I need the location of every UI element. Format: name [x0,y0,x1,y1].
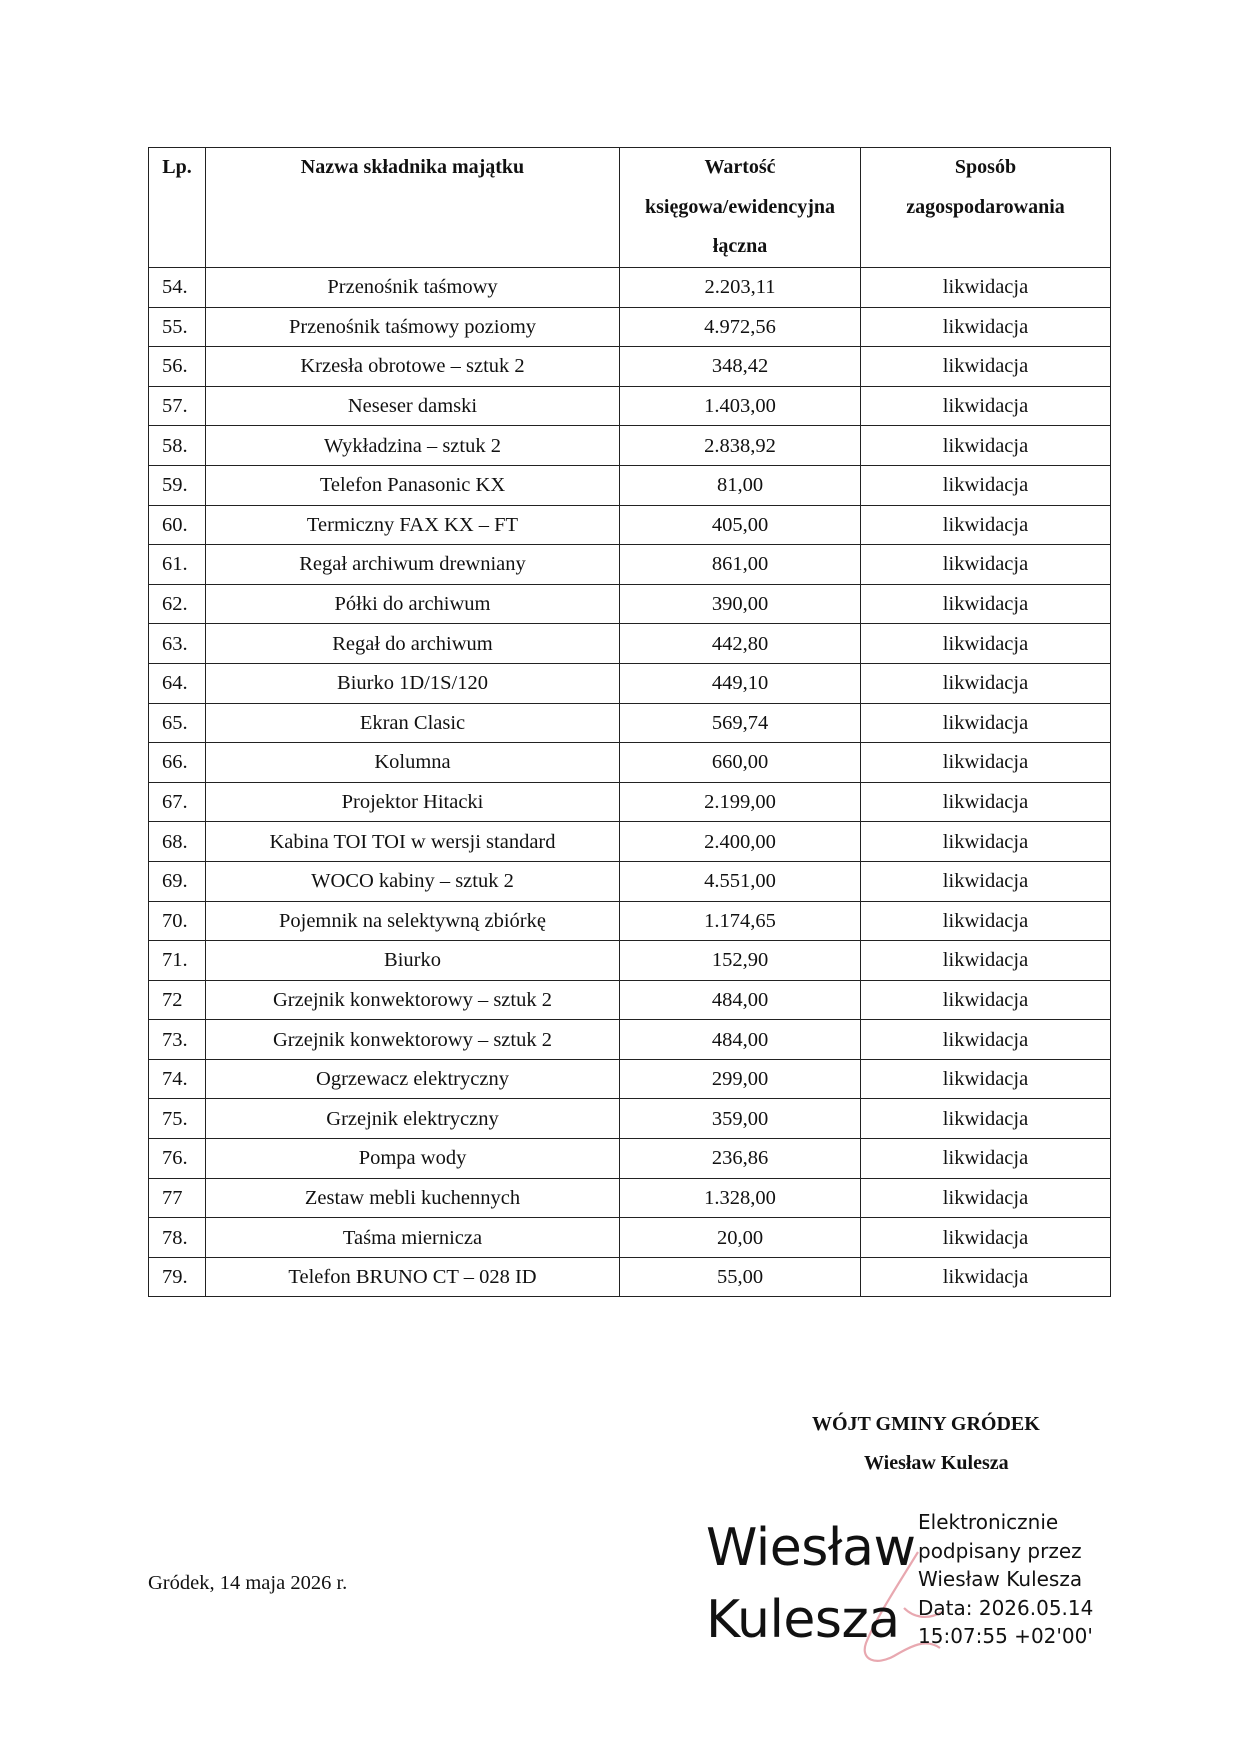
table-row [149,505,1111,545]
cell-value: 4.972,56 [620,307,861,347]
signature-info-line: 15:07:55 +02'00' [918,1624,1093,1648]
table-row [149,743,1111,783]
cell-lp: 66. [149,743,206,783]
table-row [149,1257,1111,1297]
cell-value: 660,00 [620,743,861,783]
cell-value: 2.838,92 [620,426,861,466]
cell-lp: 64. [149,663,206,703]
cell-value: 1.328,00 [620,1178,861,1218]
cell-lp: 60. [149,505,206,545]
cell-lp: 67. [149,782,206,822]
table-row [149,901,1111,941]
cell-value: 359,00 [620,1099,861,1139]
signature-info-line: podpisany przez [918,1538,1082,1563]
cell-value: 442,80 [620,624,861,664]
cell-name: Pompa wody [206,1139,620,1179]
cell-method: likwidacja [861,584,1111,624]
table-row [149,386,1111,426]
cell-method: likwidacja [861,743,1111,783]
cell-value: 569,74 [620,703,861,743]
cell-value: 20,00 [620,1218,861,1258]
cell-value: 299,00 [620,1059,861,1099]
cell-method: likwidacja [861,545,1111,585]
cell-lp: 71. [149,941,206,981]
cell-lp: 58. [149,426,206,466]
cell-value: 1.403,00 [620,386,861,426]
cell-lp: 72 [149,980,206,1020]
cell-lp: 63. [149,624,206,664]
cell-lp: 68. [149,822,206,862]
header-method [861,148,1111,268]
cell-method: likwidacja [861,426,1111,466]
cell-method: likwidacja [861,1178,1111,1218]
cell-lp: 56. [149,347,206,387]
signature-name-line2: Kulesza [706,1590,900,1650]
table-row [149,545,1111,585]
cell-name: Krzesła obrotowe – sztuk 2 [206,347,620,387]
cell-name: Półki do archiwum [206,584,620,624]
cell-lp: 77 [149,1178,206,1218]
cell-name: Neseser damski [206,386,620,426]
cell-name: Grzejnik konwektorowy – sztuk 2 [206,980,620,1020]
cell-value: 2.400,00 [620,822,861,862]
table-row [149,1059,1111,1099]
cell-method: likwidacja [861,1218,1111,1258]
cell-value: 348,42 [620,347,861,387]
cell-lp: 62. [149,584,206,624]
cell-method: likwidacja [861,347,1111,387]
cell-lp: 79. [149,1257,206,1297]
cell-name: Termiczny FAX KX – FT [206,505,620,545]
cell-lp: 55. [149,307,206,347]
cell-name: Ekran Clasic [206,703,620,743]
cell-name: Kabina TOI TOI w wersji standard [206,822,620,862]
cell-method: likwidacja [861,1059,1111,1099]
cell-name: Biurko [206,941,620,981]
cell-method: likwidacja [861,782,1111,822]
cell-method: likwidacja [861,386,1111,426]
cell-method: likwidacja [861,861,1111,901]
table-row [149,268,1111,308]
cell-name: Pojemnik na selektywną zbiórkę [206,901,620,941]
cell-name: Telefon BRUNO CT – 028 ID [206,1257,620,1297]
cell-lp: 76. [149,1139,206,1179]
table-row [149,822,1111,862]
table-row [149,941,1111,981]
cell-method: likwidacja [861,505,1111,545]
table-row [149,1218,1111,1258]
signature-name-line1: Wiesław [706,1518,916,1578]
cell-lp: 69. [149,861,206,901]
cell-value: 2.199,00 [620,782,861,822]
cell-lp: 75. [149,1099,206,1139]
cell-name: Wykładzina – sztuk 2 [206,426,620,466]
electronic-signature [706,1508,1126,1668]
cell-name: Zestaw mebli kuchennych [206,1178,620,1218]
cell-method: likwidacja [861,624,1111,664]
table-row [149,1020,1111,1060]
table-body [149,268,1111,1297]
signature-info [918,1508,1093,1651]
cell-name: Przenośnik taśmowy [206,268,620,308]
table-header-row [149,148,1111,268]
cell-value: 4.551,00 [620,861,861,901]
cell-method: likwidacja [861,941,1111,981]
cell-name: Telefon Panasonic KX [206,465,620,505]
cell-name: Przenośnik taśmowy poziomy [206,307,620,347]
header-value [620,148,861,268]
cell-method: likwidacja [861,1139,1111,1179]
cell-value: 484,00 [620,1020,861,1060]
cell-name: WOCO kabiny – sztuk 2 [206,861,620,901]
cell-lp: 70. [149,901,206,941]
header-lp: Lp. [149,148,206,268]
table-row [149,584,1111,624]
table-row [149,782,1111,822]
table-row [149,307,1111,347]
cell-method: likwidacja [861,901,1111,941]
cell-name: Regał archiwum drewniany [206,545,620,585]
cell-value: 152,90 [620,941,861,981]
cell-lp: 78. [149,1218,206,1258]
signature-info-line: Data: 2026.05.14 [918,1595,1094,1620]
cell-name: Regał do archiwum [206,624,620,664]
table-row [149,703,1111,743]
cell-value: 405,00 [620,505,861,545]
table-row [149,347,1111,387]
header-method-line1: Sposób [954,156,1017,178]
header-value-line1: Wartość [704,156,776,178]
cell-method: likwidacja [861,307,1111,347]
cell-method: likwidacja [861,980,1111,1020]
cell-value: 484,00 [620,980,861,1020]
cell-name: Taśma miernicza [206,1218,620,1258]
signatory-name: Wiesław Kulesza [864,1452,1009,1474]
table-row [149,1178,1111,1218]
cell-name: Projektor Hitacki [206,782,620,822]
cell-value: 236,86 [620,1139,861,1179]
cell-value: 55,00 [620,1257,861,1297]
cell-value: 2.203,11 [620,268,861,308]
cell-value: 81,00 [620,465,861,505]
cell-method: likwidacja [861,822,1111,862]
cell-lp: 61. [149,545,206,585]
cell-method: likwidacja [861,1257,1111,1297]
signature-info-line: Wiesław Kulesza [918,1567,1083,1591]
table-row [149,980,1111,1020]
cell-lp: 73. [149,1020,206,1060]
cell-lp: 74. [149,1059,206,1099]
cell-name: Grzejnik konwektorowy – sztuk 2 [206,1020,620,1060]
table-row [149,1139,1111,1179]
cell-method: likwidacja [861,703,1111,743]
header-name: Nazwa składnika majątku [206,148,620,268]
table-row [149,426,1111,466]
cell-value: 390,00 [620,584,861,624]
cell-value: 449,10 [620,663,861,703]
cell-value: 861,00 [620,545,861,585]
cell-name: Biurko 1D/1S/120 [206,663,620,703]
cell-lp: 65. [149,703,206,743]
cell-method: likwidacja [861,663,1111,703]
cell-lp: 54. [149,268,206,308]
cell-method: likwidacja [861,1020,1111,1060]
table-row [149,465,1111,505]
table-row [149,1099,1111,1139]
cell-value: 1.174,65 [620,901,861,941]
cell-name: Kolumna [206,743,620,783]
cell-lp: 59. [149,465,206,505]
place-date: Gródek, 14 maja 2026 r. [148,1572,348,1594]
cell-method: likwidacja [861,1099,1111,1139]
signatory-title: WÓJT GMINY GRÓDEK [812,1413,1040,1435]
signature-info-line: Elektronicznie [918,1510,1059,1534]
header-value-line2: księgowa/ewidencyjna [645,195,835,218]
table-row [149,624,1111,664]
asset-table [148,147,1111,1297]
cell-method: likwidacja [861,465,1111,505]
header-method-line2: zagospodarowania [906,195,1065,218]
table-row [149,861,1111,901]
cell-method: likwidacja [861,268,1111,308]
header-value-line3: łączna [712,235,768,257]
cell-lp: 57. [149,386,206,426]
table-row [149,663,1111,703]
cell-name: Ogrzewacz elektryczny [206,1059,620,1099]
cell-name: Grzejnik elektryczny [206,1099,620,1139]
